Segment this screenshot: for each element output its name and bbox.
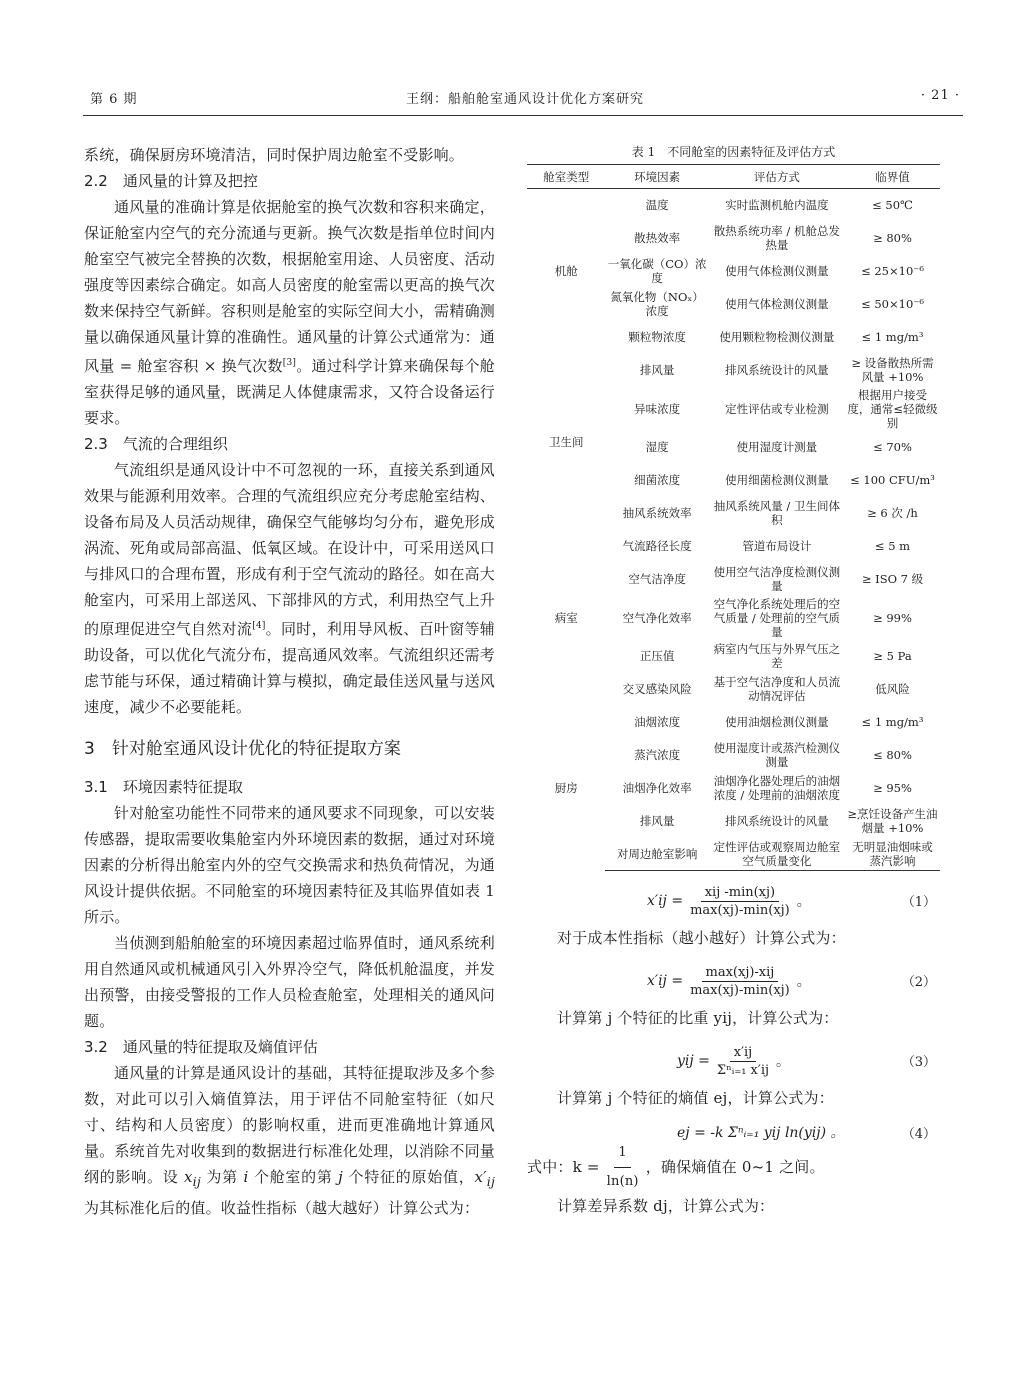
factor-cell: 散热效率	[634, 231, 681, 245]
threshold-cell: ≤ 5 m	[874, 539, 911, 553]
equation-number: （1）	[901, 895, 936, 910]
factor-cell: 蒸汽浓度	[634, 748, 681, 762]
factor-cell: 正压值	[639, 649, 675, 663]
cabin-type-cell: 机舱	[554, 264, 578, 279]
method-cell: 病室内气压与外界气压之差	[713, 642, 841, 670]
method-cell: 使用油烟检测仪测量	[725, 715, 829, 729]
factor-cell: 颗粒物浓度	[628, 330, 686, 344]
factor-cell: 细菌浓度	[634, 473, 681, 487]
running-title: 王纲：船舶舱室通风设计优化方案研究	[405, 92, 644, 107]
paragraph: 针对舱室功能性不同带来的通风要求不同现象，可以安装传感器，提取需要收集舱室内外环境因素的数据，通过对环境因素的分析得出舱室内外的空气交换需求和热负荷情况，为通风设计提供依据。不同舱室的环境因素特征及其临界值如表 1 所示。	[84, 804, 495, 926]
paragraph: 式中：k = $\frac{1}{\ln(n)}$ ，确保熵值在 0~1 之间。	[527, 1147, 940, 1187]
citation: [3]	[282, 358, 297, 368]
method-cell: 实时监测机舱内温度	[725, 198, 829, 213]
factor-cell: 对周边舱室影响	[605, 838, 708, 871]
threshold-cell: ≥烹饪设备产生油烟量 +10%	[847, 807, 938, 835]
table-row	[527, 354, 940, 387]
equation-1: x′ij = $\frac{\text{xij -min(xj)}}{\max(xj)-\min(xj)}$ 。 （1）	[647, 884, 936, 918]
paragraph: 当侦测到船舶舱室的环境因素超过临界值时，通风系统利用自然通风或机械通风引入外界冷空气，降低机舱温度，并发出预警，由接受警报的工作人员检查舱室，处理相关的通风问题。	[84, 934, 495, 1030]
factor-cell: 空气净化效率	[622, 610, 692, 625]
equation-number: （2）	[901, 975, 936, 990]
table-header-row	[527, 165, 940, 189]
paragraph: 计算第 j 个特征的熵值 ej，计算公式为：	[557, 1089, 834, 1107]
threshold-cell: ≤ 50×10⁻⁶	[861, 297, 924, 311]
issue-number: 第 6 期	[90, 92, 138, 107]
paragraph: 通风量的准确计算是依据舱室的换气次数和容积来确定，保证舱室内空气的充分流通与更新。换气次数是指单位时间内舱室空气被完全替换的次数，根据舱室用途、人员密度、活动强度等因素综合确定。如高人员密度的舱室需以更高的换气次数来保持空气新鲜。容积则是舱室的实际空间大小，需精确测量以确保通风量计算的准确性。通风量的计算公式通常为：通风量 = 舱室容积 × 换气次数[3]。通过科学计算来确保每个舱室获得足够的通风量，既满足人体健康需求，又符合设备运行要求。	[84, 198, 495, 427]
factor-cell: 油烟浓度	[634, 715, 681, 729]
threshold-cell: ≥ 80%	[873, 231, 912, 245]
running-header	[90, 88, 960, 114]
threshold-cell: ≤ 80%	[873, 748, 912, 762]
method-cell: 油烟净化器处理后的油烟浓度 / 处理前的油烟浓度	[713, 774, 841, 802]
table-header-cell: 舱室类型	[527, 165, 605, 189]
threshold-cell: ≥ 6 次 /h	[867, 506, 918, 520]
threshold-cell: ≤ 70%	[873, 440, 912, 454]
table-row	[527, 706, 940, 739]
threshold-cell: ≤ 25×10⁻⁶	[861, 264, 924, 278]
method-cell: 排风系统设计的风量	[725, 814, 829, 828]
paragraph: 系统，确保厨房环境清洁，同时保护周边舱室不受影响。	[84, 146, 465, 164]
threshold-cell: ≤ 100 CFU/m³	[850, 473, 935, 487]
factor-cell: 抽风系统效率	[622, 506, 692, 520]
threshold-cell: ≥ ISO 7 级	[861, 572, 924, 586]
method-cell: 排风系统设计的风量	[725, 363, 829, 377]
paragraph: 计算第 j 个特征的比重 yij，计算公式为：	[557, 1009, 839, 1027]
equation-3: yij = $\frac{x'ij}{\text{Σⁿᵢ₌₁ x′ij}}$ 。 （3）	[677, 1044, 936, 1078]
method-cell: 使用空气洁净度检测仪测量	[713, 565, 841, 593]
left-column	[84, 142, 495, 1221]
table-body	[527, 189, 940, 871]
factor-cell: 异味浓度	[634, 401, 681, 416]
method-cell: 使用细菌检测仪测量	[725, 473, 829, 487]
equation-number: （4）	[901, 1127, 936, 1142]
section-heading-3-2: 3.2 通风量的特征提取及熵值评估	[84, 1038, 318, 1056]
method-cell: 使用湿度计测量	[736, 440, 818, 454]
paragraph: 通风量的计算是通风设计的基础，其特征提取涉及多个参数，对此可以引入熵值算法，用于评估不同舱室特征（如尺寸、结构和人员密度）的影响权重，进而更准确地计算通风量。系统首先对收集到的数据进行标准化处理，以消除不同量纲的影响。设 $x_{ij}$ 为第 i 个舱室的第 j 个特征的原始值，$x'_{ij}$ 为其标准化后的值。收益性指标（越大越好）计算公式为：	[84, 1064, 496, 1217]
section-heading-2-3: 2.3 气流的合理组织	[84, 435, 228, 453]
method-cell: 使用颗粒物检测仪测量	[719, 330, 835, 344]
factor-cell: 油烟净化效率	[622, 781, 692, 795]
equation-4: ej = -k Σⁿᵢ₌₁ yij ln(yij) 。 （4）	[677, 1125, 936, 1142]
threshold-cell: ≤ 1 mg/m³	[861, 330, 924, 344]
threshold-cell: 低风险	[875, 682, 910, 696]
threshold-cell: ≥ 设备散热所需风量 +10%	[851, 356, 934, 384]
factor-cell: 排风量	[639, 814, 675, 828]
method-cell: 定性评估或观察周边舱室空气质量变化	[709, 838, 845, 871]
table-header-cell: 临界值	[845, 165, 940, 189]
paragraph: 气流组织是通风设计中不可忽视的一环，直接关系到通风效果与能源利用效率。合理的气流组织应充分考虑舱室结构、设备布局及人员活动规律，确保空气能够均匀分布，避免形成涡流、死角或局部高温、低氧区域。在设计中，可采用送风口与排风口的合理布置，形成有利于空气流动的路径。如在高大舱室内，可采用上部送风、下部排风的方式，利用热空气上升的原理促进空气自然对流[4]。同时，利用导风板、百叶窗等辅助设备，可以优化气流分布，提高通风效率。气流组织还需考虑节能与环保，通过精确计算与模拟，确定最佳送风量与送风速度，减少不必要能耗。	[84, 461, 495, 716]
cabin-type-cell: 厨房	[554, 781, 578, 795]
method-cell: 使用湿度计或蒸汽检测仪测量	[713, 741, 841, 769]
table-caption: 表 1 不同舱室的因素特征及评估方式	[631, 145, 836, 159]
table-header-cell: 评估方式	[709, 165, 845, 189]
citation: [4]	[252, 621, 266, 631]
table-header-cell: 环境因素	[605, 165, 708, 189]
paragraph: 对于成本性指标（越小越好）计算公式为：	[557, 929, 846, 947]
threshold-cell: ≥ 99%	[873, 610, 912, 625]
header-rule	[83, 115, 963, 116]
method-cell: 空气净化系统处理后的空气质量 / 处理前的空气质量	[713, 596, 841, 639]
method-cell: 使用气体检测仪测量	[725, 297, 829, 311]
factor-cell: 氮氧化物（NOₓ）浓度	[610, 290, 704, 318]
factor-cell: 湿度	[645, 440, 669, 454]
factor-cell: 空气洁净度	[628, 572, 686, 586]
method-cell: 基于空气洁净度和人员流动情况评估	[713, 675, 841, 703]
threshold-cell: ≥ 5 Pa	[873, 649, 912, 663]
method-cell: 使用气体检测仪测量	[725, 264, 829, 278]
threshold-cell: 根据用户接受度，通常≤轻微级别	[847, 387, 938, 430]
threshold-cell: ≤ 1 mg/m³	[861, 715, 924, 729]
section-heading-3: 3 针对舱室通风设计优化的特征提取方案	[84, 739, 401, 759]
paragraph: 计算差异系数 dj，计算公式为：	[557, 1197, 775, 1215]
equation-number: （3）	[901, 1055, 936, 1070]
cabin-type-cell: 病室	[554, 610, 578, 625]
section-heading-2-2: 2.2 通风量的计算及把控	[84, 172, 258, 190]
right-column	[527, 142, 940, 1219]
factor-cell: 气流路径长度	[622, 539, 692, 553]
factor-cell: 排风量	[639, 363, 675, 377]
method-cell: 抽风系统风量 / 卫生间体积	[713, 499, 840, 527]
factor-cell: 交叉感染风险	[622, 682, 692, 696]
section-heading-3-1: 3.1 环境因素特征提取	[84, 778, 243, 796]
threshold-cell: ≥ 95%	[873, 781, 912, 795]
threshold-cell: ≤ 50℃	[872, 198, 913, 213]
page-number: · 21 ·	[920, 88, 960, 103]
equation-2: x′ij = $\frac{\text{max(xj)-xij}}{\max(xj)-\min(xj)}$ 。 （2）	[647, 964, 936, 998]
cabin-type-cell: 卫生间	[548, 434, 584, 449]
method-cell: 管道布局设计	[742, 539, 812, 553]
table-row	[527, 189, 940, 222]
table-row	[527, 530, 940, 563]
factor-cell: 温度	[645, 198, 669, 213]
factor-table	[527, 164, 940, 871]
method-cell: 定性评估或专业检测	[725, 401, 829, 416]
method-cell: 散热系统功率 / 机舱总发热量	[713, 224, 840, 252]
factor-cell: 一氧化碳（CO）浓度	[607, 257, 707, 285]
threshold-cell: 无明显油烟味或蒸汽影响	[845, 838, 940, 871]
